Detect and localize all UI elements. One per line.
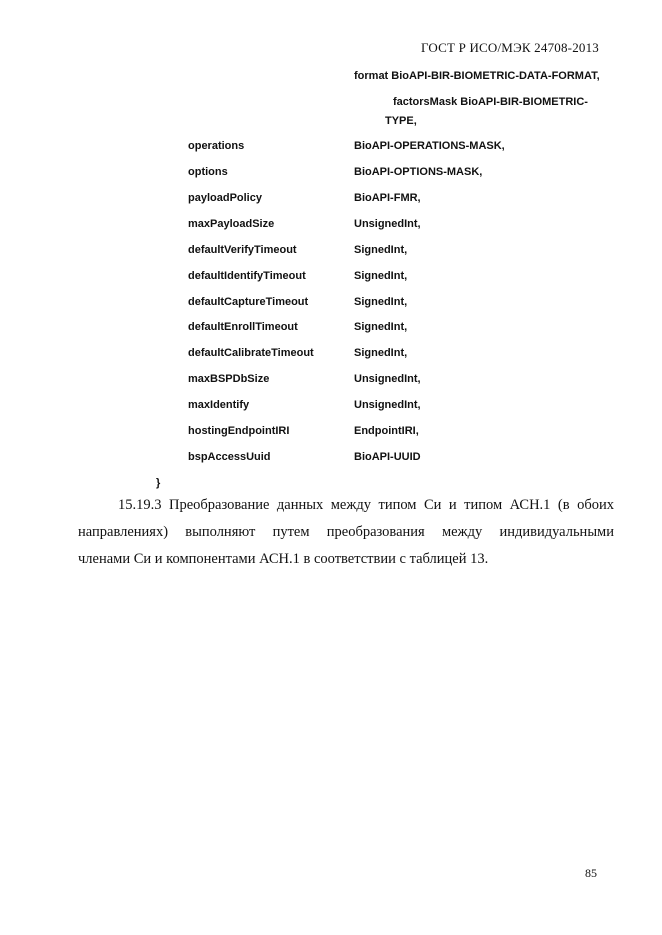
field-name: maxPayloadSize: [188, 218, 275, 230]
closing-brace: }: [156, 477, 161, 489]
field-name: defaultVerifyTimeout: [188, 244, 297, 256]
page-header: ГОСТ Р ИСО/МЭК 24708-2013: [420, 40, 599, 55]
field-name: maxIdentify: [188, 399, 250, 411]
field-name: defaultCaptureTimeout: [188, 296, 309, 308]
code-line-format: format BioAPI-BIR-BIOMETRIC-DATA-FORMAT,: [354, 70, 600, 82]
field-type: SignedInt,: [354, 347, 408, 359]
field-type: SignedInt,: [354, 296, 408, 308]
field-name: bspAccessUuid: [188, 451, 271, 463]
field-type: SignedInt,: [354, 244, 408, 256]
page-number: 85: [585, 866, 597, 880]
paragraph-line: 15.19.3 Преобразование данных между типом Си и типом АСН.1 (в обоих: [118, 497, 614, 513]
field-name: defaultCalibrateTimeout: [188, 347, 314, 359]
paragraph-line: членами Си и компонентами АСН.1 в соответствии с таблицей 13.: [78, 551, 489, 567]
field-type: SignedInt,: [354, 270, 408, 282]
field-name: operations: [188, 140, 245, 152]
field-type: EndpointIRI,: [354, 425, 419, 437]
field-type: BioAPI-OPTIONS-MASK,: [354, 166, 483, 178]
field-type: UnsignedInt,: [354, 218, 421, 230]
field-name: options: [188, 166, 228, 178]
field-name: defaultEnrollTimeout: [188, 321, 298, 333]
field-name: defaultIdentifyTimeout: [188, 270, 306, 282]
code-line-type: TYPE,: [385, 115, 417, 127]
field-type: BioAPI-FMR,: [354, 192, 421, 204]
field-type: UnsignedInt,: [354, 373, 421, 385]
field-name: payloadPolicy: [188, 192, 262, 204]
field-name: hostingEndpointIRI: [188, 425, 290, 437]
field-type: UnsignedInt,: [354, 399, 421, 411]
paragraph-line: направлениях) выполняют путем преобразования между индивидуальными: [78, 524, 614, 540]
code-line-factors-mask: factorsMask BioAPI-BIR-BIOMETRIC-: [393, 96, 588, 108]
field-type: BioAPI-UUID: [354, 451, 421, 463]
field-name: maxBSPDbSize: [188, 373, 270, 385]
field-type: BioAPI-OPERATIONS-MASK,: [354, 140, 505, 152]
field-type: SignedInt,: [354, 321, 408, 333]
